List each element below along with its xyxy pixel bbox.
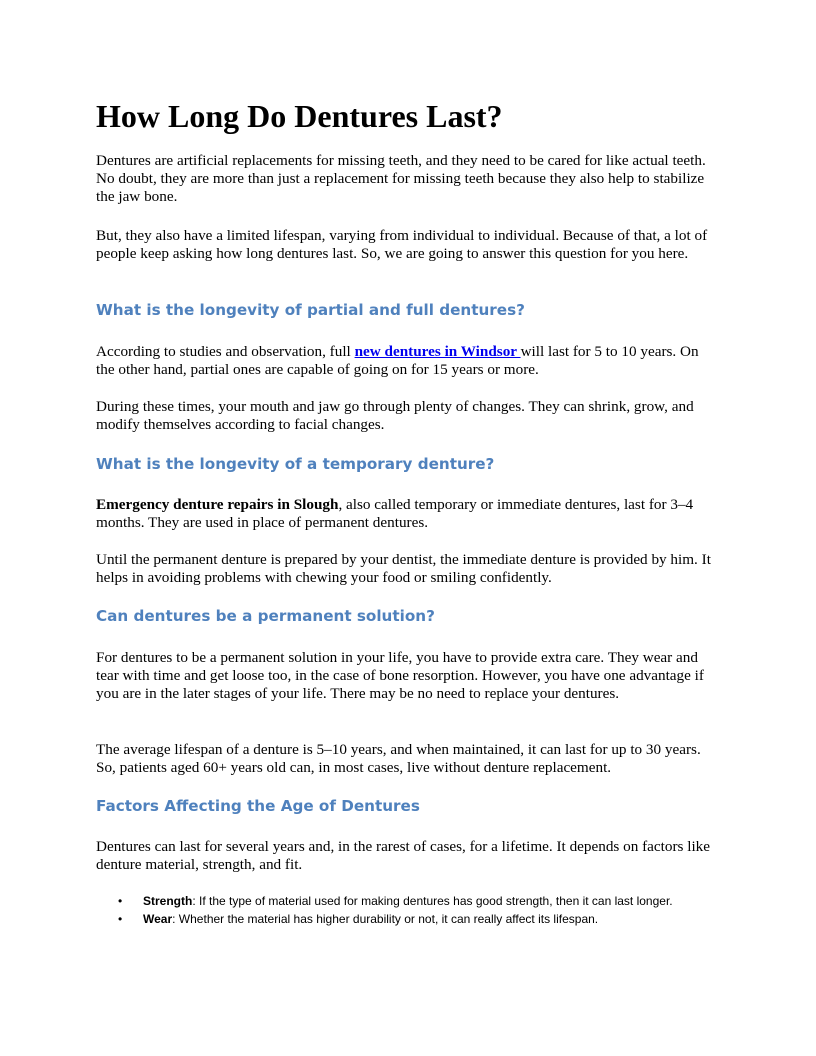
section2-paragraph-1: [96, 496, 720, 532]
section2-text-rest: , also called temporary or immediate dentures, last for 3–4 months. They are used in place of permanent dentures.: [96, 496, 694, 532]
emergency-denture-repairs-term: Emergency denture repairs in Slough: [96, 496, 339, 513]
factors-bullet-list: [96, 892, 720, 928]
section1-paragraph-2: During these times, your mouth and jaw go through plenty of changes. They can shrink, grow, and modify themselves according to facial changes.: [96, 398, 694, 434]
intro-paragraph-1: Dentures are artificial replacements for missing teeth, and they need to be cared for like actual teeth. No doubt, they are more than just a replacement for missing teeth because they also help to stabilize the jaw bone.: [96, 152, 706, 206]
section3-paragraph-2: The average lifespan of a denture is 5–10 years, and when maintained, it can last for up to 30 years. So, patients aged 60+ years old can, in most cases, live without denture replacement.: [96, 741, 701, 777]
section3-paragraph-1: For dentures to be a permanent solution in your life, you have to provide extra care. They wear and tear with time and get loose too, in the case of bone resorption. However, you have one advantage if you are in the later stages of your life. There may be no need to replace your dentures.: [96, 649, 704, 703]
bullet-icon: •: [118, 912, 123, 926]
list-item: [96, 892, 703, 910]
heading-permanent-solution: Can dentures be a permanent solution?: [96, 607, 435, 625]
heading-factors-affecting-age: Factors Affecting the Age of Dentures: [96, 797, 420, 815]
new-dentures-windsor-link[interactable]: new dentures in Windsor: [354, 343, 521, 360]
heading-partial-full-dentures: What is the longevity of partial and full dentures?: [96, 301, 525, 319]
heading-temporary-denture: What is the longevity of a temporary denture?: [96, 455, 495, 473]
section1-paragraph-1: [96, 343, 720, 379]
section4-paragraph-1: Dentures can last for several years and, in the rarest of cases, for a lifetime. It depends on factors like denture material, strength, and fit.: [96, 838, 711, 874]
section1-text-before-link: According to studies and observation, full: [96, 343, 355, 360]
list-item: [96, 910, 703, 928]
bullet-text: : Whether the material has higher durability or not, it can really affect its lifespan.: [172, 912, 599, 926]
page-title: How Long Do Dentures Last?: [96, 98, 503, 134]
bullet-term: Wear: [143, 912, 173, 926]
section2-paragraph-2: Until the permanent denture is prepared by your dentist, the immediate denture is provided by him. It helps in avoiding problems with chewing your food or smiling confidently.: [96, 551, 711, 587]
intro-paragraph-2: But, they also have a limited lifespan, varying from individual to individual. Because of that, a lot of people keep asking how long dentures last. So, we are going to answer this question for you here.: [96, 227, 708, 263]
bullet-term: Strength: [143, 894, 193, 908]
bullet-icon: •: [118, 894, 123, 908]
section1-text-after-link: will last for 5 to 10 years. On the other hand, partial ones are capable of going on for 15 years or more.: [96, 343, 699, 379]
bullet-text: : If the type of material used for making dentures has good strength, then it can last longer.: [192, 894, 673, 908]
